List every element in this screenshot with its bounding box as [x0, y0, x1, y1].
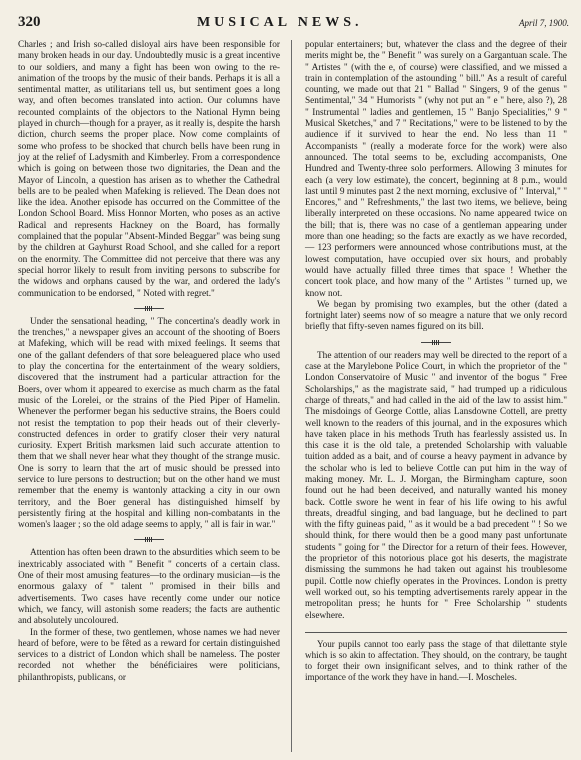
paragraph: Under the sensational heading, " The concertina's deadly work in the trenches," a newspaper gives an account of the shooting of Boers at Mafeking, which will be read with mixed feelings. It seems that one of the gallant defenders of that sore beleaguered place who used to play the concertina for the entertainment of the weary soldiers, discovered that the instrument had a particular attraction for the Boers, over whom it appeared to exercise as much charm as the fatal music of the Lorelei, or the strains of the Pied Piper of Hamelin. Whenever the performer began his seductive strains, the Boers could not resist the temptation to pop their heads out of their cleverly-constructed defences in order to gratify closer their very natural curiosity. Expert British marksmen laid such accurate attention to them that we shall never hear what they thought of the strange music. One is sorry to learn that the art of music should be pressed into service to lure persons to destruction; but on the other hand we must remember that the enemy is wantonly attacking a city in our own territory, and the Boer general has distinguished himself by persistently firing at the hospital and killing non-combatants in the women's laager ; so the old adage seems to apply, " all is fair in war." — [18, 316, 280, 531]
quotation-box — [305, 632, 567, 683]
page-header — [18, 14, 569, 36]
column-divider — [291, 40, 292, 752]
journal-title: MUSICAL NEWS. — [196, 15, 363, 30]
left-column — [18, 40, 280, 684]
section-separator — [18, 308, 280, 309]
right-column — [305, 40, 567, 683]
paragraph: The attention of our readers may well be directed to the report of a case at the Marylebone Police Court, in which the proprietor of the " London Conservatoire of Music " and inventor of the bogus " Free Scholarships," as the magistrate said, " had trumped up a ridiculous charge of threats," and had called in the aid of the law to assist him." The misdoings of George Cottle, alias Lansdowne Cottell, are pretty well known to the readers of this journal, and in the exposures which have taken place in his methods Truth has fearlessly assisted us. In this case it is the old tale, a pretended Scholarship with valuable tuition added as a bait, and of course a heavy payment in advance by the scholar who is led to believe Cottle can put him in the way of making money. Mr. L. J. Morgan, the Birmingham capture, soon found out he had been deceived, and naturally wanted his money back. Cottle swore he went in fear of his life owing to his awful threats, dreadful singing, and bad language, but he declined to part with the fifty guineas paid, " as it would be a bad precedent " ! So we should think, for there would then be a good many past unfortunate students " going for " the Director for a return of their fees. However, the proprietor of this notorious place got his deserts, the magistrate dismissing the summons he had taken out against his troublesome pupil. Cottle now chiefly operates in the Provinces. London is pretty well worked out, so his tempting advertisements rarely appear in the metropolitan press; he hunts for " Free Scholarship " students elsewhere. — [305, 350, 567, 621]
section-separator — [305, 342, 567, 343]
paragraph: In the former of these, two gentlemen, whose names we had never heard of before, were to be fêted as a reward for certain distinguished services to a district of London which shall be nameless. The poster recorded not whether the bénéficiaires were politicians, philanthropists, publicans, or — [18, 627, 280, 683]
paragraph: Attention has often been drawn to the absurdities which seem to be inextricably associated with " Benefit " concerts of a certain class. One of their most amusing features—to the ordinary musician—is the enormous galaxy of " talent " promised in their bills and advertisements. Two cases have recently come under our notice which, we fancy, will astonish some readers; the facts are authentic and absolutely uncoloured. — [18, 548, 280, 627]
section-separator — [18, 539, 280, 540]
paragraph: Charles ; and Irish so-called disloyal airs have been responsible for many broken heads in our day. Undoubtedly music is a great incentive to our soldiers, and many a fight has been won owing to the re-animation of the troops by the music of their bands. Perhaps it is all a sentimental matter, as utilitarians tell us, but sentiment goes a long way, and often becomes translated into action. Our columns have recounted complaints of the objectors to the National Hymn being played in church—though for a prayer, as it really is, despite the harsh diction, church seems the proper place. Now come complaints of some who profess to be shocked that church bells have been rung in joy at the relief of Ladysmith and Kimberley. From a correspondence which is going on between those two dignitaries, the Dean and the Mayor of Lincoln, a question has arisen as to whether the Cathedral bells are to be pealed when Mafeking is relieved. The Dean does not like the idea. Another episode has occurred on the Committee of the London School Board. Miss Honnor Morten, who poses as an active Radical and represents Hackney on the Board, has formally complained that the popular "Absent-Minded Beggar" was being sung by the children at Gayhurst Road School, and she called for a report on the enormity. The Committee did not perceive that there was any special horror likely to result from inviting persons to subscribe for the widows and orphans caused by the war, and ordered the lady's communication to be endorsed, " Noted with regret." — [18, 40, 280, 299]
paragraph: popular entertainers; but, whatever the class and the degree of their merits might be, the " Benefit " was surely on a Gargantuan scale. The " Artistes " (with the e, of course) were classified, and we missed a train in contemplation of the astounding " bill." As a result of careful counting, we made out that 21 " Ballad " Singers, 9 of the genus " Sentimental," 34 " Humorists " (why not put an " e " here, also ?), 28 " Instrumental " ladies and gentlemen, 15 " Banjo Specialities," 9 " Musical Sketches," and 7 " Recitations," were to be listened to by the audience if it survived to hear the end. No less than 11 " Accompanists " (really a moderate force for the work) were also announced. The total seems to be, excluding accompanists, One Hundred and Twenty-three solo performers. Allowing 3 minutes for each (a very low estimate), the concert, beginning at 8 p.m., would last until 9 minutes past 2 the next morning, exclusive of " Interval," " Encores," and " Refreshments," the last two items, we believe, being liberally interpreted on these occasions. No name appeared twice on the bill; that is, there was no case of a gentleman appearing under more than one heading; so the facts are exactly as we have recorded, — 123 performers were announced whose contributions must, at the lowest computation, have occupied over six hours, and probably would have actually filled three times that space ! Whether the concert took place, and how many of the " Artistes " turned up, we know not. — [305, 40, 567, 299]
quotation: Your pupils cannot too early pass the stage of that dilettante style which is so akin to affectation. They should, on the contrary, be taught to forget their own insignificant selves, and to think rather of the importance of the work they have in hand.—I. Moscheles. — [305, 638, 567, 682]
issue-date: April 7, 1900. — [518, 18, 569, 28]
page-number: 320 — [18, 14, 41, 30]
paragraph: We began by promising two examples, but the other (dated a fortnight later) seems now of so meagre a nature that we only record briefly that fifty-seven names figured on its bill. — [305, 299, 567, 333]
